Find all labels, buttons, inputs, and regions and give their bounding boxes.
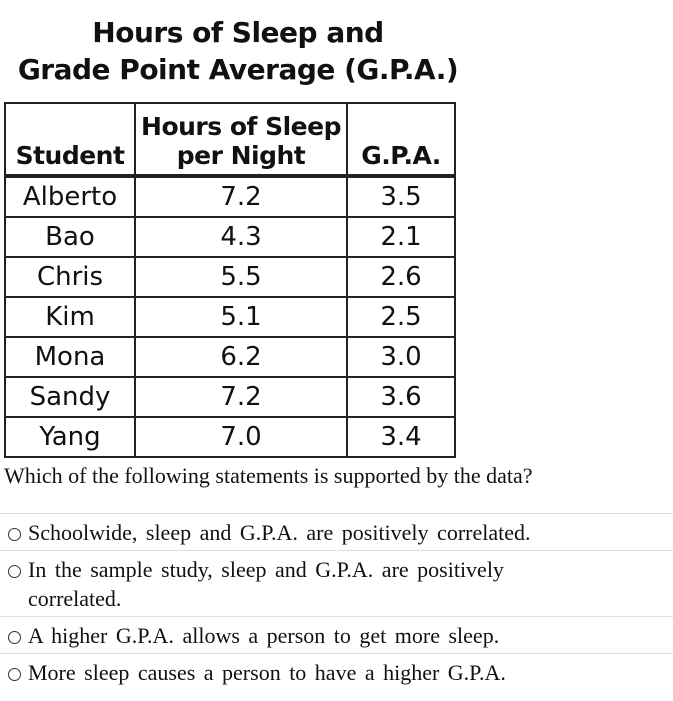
cell-student: Alberto xyxy=(5,176,135,217)
cell-hours: 6.2 xyxy=(135,337,347,377)
answer-option-2[interactable] xyxy=(0,550,673,616)
answer-option-4[interactable] xyxy=(0,653,673,690)
table-row xyxy=(5,337,455,377)
table-row xyxy=(5,217,455,257)
cell-student: Yang xyxy=(5,417,135,457)
cell-student: Mona xyxy=(5,337,135,377)
header-gpa: G.P.A. xyxy=(347,103,455,176)
title-line-2: Grade Point Average (G.P.A.) xyxy=(17,53,459,86)
table-row xyxy=(5,377,455,417)
cell-hours: 7.2 xyxy=(135,176,347,217)
radio-button-icon[interactable] xyxy=(8,565,21,578)
answer-option-1[interactable] xyxy=(0,513,673,550)
answer-options xyxy=(0,513,673,690)
table-header-row xyxy=(5,103,455,176)
cell-gpa: 3.5 xyxy=(347,176,455,217)
radio-button-icon[interactable] xyxy=(8,528,21,541)
cell-student: Bao xyxy=(5,217,135,257)
answer-option-3[interactable] xyxy=(0,616,673,653)
answer-option-label: Schoolwide, sleep and G.P.A. are positively correlated. xyxy=(28,520,531,545)
cell-student: Sandy xyxy=(5,377,135,417)
header-hours-line-1: Hours of Sleep xyxy=(141,112,341,141)
table-title xyxy=(0,14,476,88)
cell-gpa: 3.6 xyxy=(347,377,455,417)
cell-gpa: 3.0 xyxy=(347,337,455,377)
cell-student: Chris xyxy=(5,257,135,297)
table-row xyxy=(5,257,455,297)
header-student: Student xyxy=(5,103,135,176)
cell-hours: 4.3 xyxy=(135,217,347,257)
cell-gpa: 2.1 xyxy=(347,217,455,257)
header-hours-line-2: per Night xyxy=(176,141,306,170)
cell-gpa: 3.4 xyxy=(347,417,455,457)
question-text: Which of the following statements is supported by the data? xyxy=(4,463,533,488)
radio-button-icon[interactable] xyxy=(8,631,21,644)
answer-option-label: In the sample study, sleep and G.P.A. are positively correlated. xyxy=(28,557,504,611)
sleep-gpa-table xyxy=(4,102,456,458)
title-line-1: Hours of Sleep and xyxy=(92,16,384,49)
table-row xyxy=(5,297,455,337)
cell-student: Kim xyxy=(5,297,135,337)
cell-hours: 5.1 xyxy=(135,297,347,337)
answer-option-label: A higher G.P.A. allows a person to get more sleep. xyxy=(28,623,500,648)
radio-button-icon[interactable] xyxy=(8,668,21,681)
cell-hours: 7.0 xyxy=(135,417,347,457)
answer-option-label: More sleep causes a person to have a higher G.P.A. xyxy=(28,660,506,685)
table-row xyxy=(5,417,455,457)
cell-hours: 5.5 xyxy=(135,257,347,297)
cell-gpa: 2.6 xyxy=(347,257,455,297)
table-row xyxy=(5,176,455,217)
cell-gpa: 2.5 xyxy=(347,297,455,337)
header-hours xyxy=(135,103,347,176)
cell-hours: 7.2 xyxy=(135,377,347,417)
